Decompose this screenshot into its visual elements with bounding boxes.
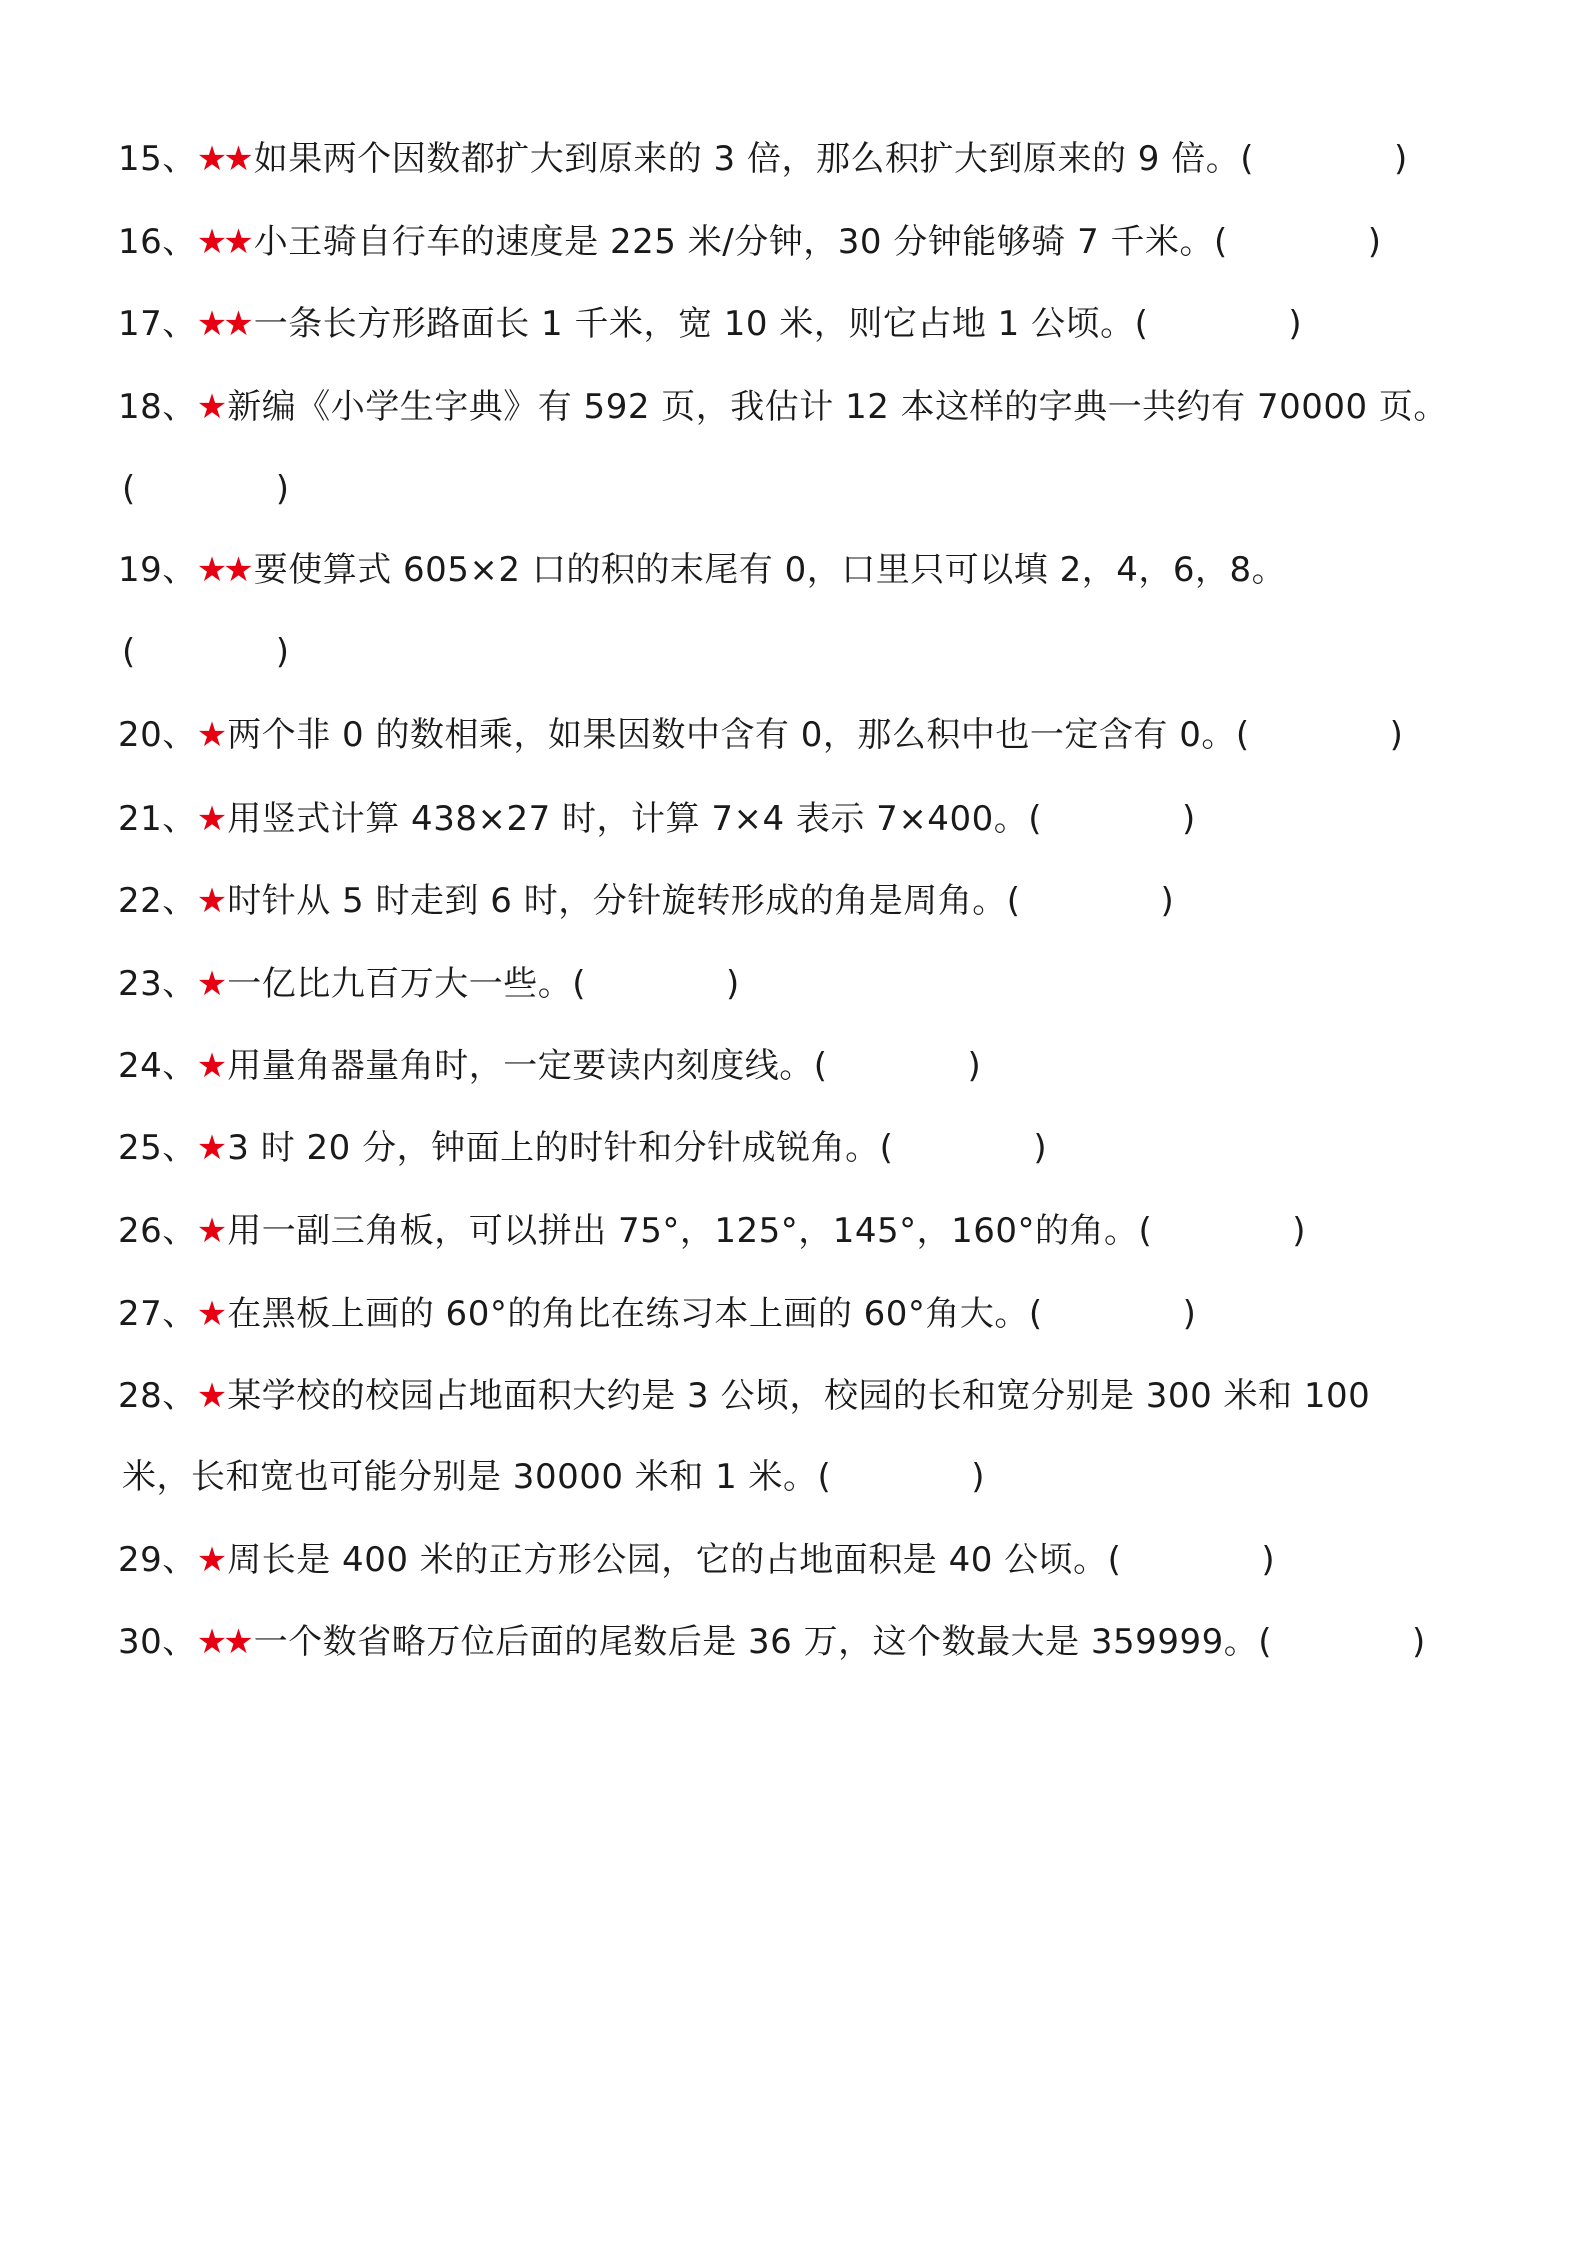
answer-paren-left: (	[1028, 799, 1042, 839]
question-text: 一亿比九百万大一些。	[227, 964, 573, 1004]
question-line	[118, 302, 1302, 346]
question-number: 26、	[118, 1211, 197, 1251]
question-line	[118, 630, 290, 674]
question-line	[118, 1209, 1306, 1253]
question-number: 25、	[118, 1128, 197, 1168]
question-text: 周长是 400 米的正方形公园，它的占地面积是 40 公顷。	[227, 1540, 1108, 1580]
question-line	[118, 1126, 1047, 1170]
difficulty-star-icon: ★	[196, 1128, 224, 1168]
answer-paren-left: (	[122, 469, 136, 509]
question-line	[118, 797, 1196, 841]
difficulty-star-icon: ★★	[196, 222, 250, 262]
question-number: 17、	[118, 304, 197, 344]
answer-paren-left: (	[1240, 139, 1254, 179]
answer-paren-right: )	[275, 632, 290, 672]
question-text: 要使算式 605×2 口的积的末尾有 0，口里只可以填 2，4，6，8。	[253, 550, 1287, 590]
question-line	[118, 548, 1286, 592]
question-text: 两个非 0 的数相乘，如果因数中含有 0，那么积中也一定含有 0。	[227, 715, 1236, 755]
answer-paren-right: )	[967, 1046, 982, 1086]
question-text: 新编《小学生字典》有 592 页，我估计 12 本这样的字典一共约有 70000 页。	[227, 387, 1448, 427]
difficulty-star-icon: ★	[196, 1211, 224, 1251]
answer-paren-left: (	[1028, 1294, 1043, 1334]
difficulty-star-icon: ★★	[196, 1622, 250, 1662]
question-text: 用竖式计算 438×27 时，计算 7×4 表示 7×400。	[227, 799, 1029, 839]
answer-paren-right: )	[1261, 1540, 1276, 1580]
answer-paren-left: (	[572, 964, 587, 1004]
answer-paren-left: (	[1006, 881, 1021, 921]
difficulty-star-icon: ★★	[196, 139, 250, 179]
answer-paren-right: )	[1288, 304, 1303, 344]
question-line	[118, 962, 740, 1006]
answer-paren-right: )	[1181, 799, 1196, 839]
question-line	[118, 1374, 1370, 1418]
question-number: 16、	[118, 222, 197, 262]
difficulty-star-icon: ★★	[196, 550, 250, 590]
difficulty-star-icon: ★★	[196, 304, 250, 344]
answer-paren-left: (	[122, 632, 136, 672]
question-text: 小王骑自行车的速度是 225 米/分钟，30 分钟能够骑 7 千米。	[253, 222, 1215, 262]
difficulty-star-icon: ★	[196, 1376, 224, 1416]
question-line	[118, 385, 1448, 429]
answer-paren-left: (	[817, 1457, 832, 1497]
question-text: 某学校的校园占地面积大约是 3 公顷，校园的长和宽分别是 300 米和 100	[227, 1376, 1371, 1416]
question-line	[118, 220, 1382, 264]
answer-paren-left: (	[1214, 222, 1228, 262]
difficulty-star-icon: ★	[196, 1046, 224, 1086]
question-line	[118, 1292, 1196, 1336]
question-number: 27、	[118, 1294, 197, 1334]
question-text: 用一副三角板，可以拼出 75°，125°，145°，160°的角。	[227, 1211, 1139, 1251]
question-text: 3 时 20 分，钟面上的时针和分针成锐角。	[227, 1128, 880, 1168]
question-line	[118, 1455, 985, 1499]
question-text: 一个数省略万位后面的尾数后是 36 万，这个数最大是 359999。	[253, 1622, 1259, 1662]
answer-paren-right: )	[1033, 1128, 1048, 1168]
question-number: 15、	[118, 139, 197, 179]
question-line	[118, 1044, 981, 1088]
question-number: 19、	[118, 550, 197, 590]
question-text: 用量角器量角时，一定要读内刻度线。	[227, 1046, 814, 1086]
answer-paren-right: )	[1367, 222, 1382, 262]
answer-paren-left: (	[1258, 1622, 1272, 1662]
question-text: 一条长方形路面长 1 千米，宽 10 米，则它占地 1 公顷。	[253, 304, 1135, 344]
answer-paren-right: )	[726, 964, 740, 1004]
answer-paren-left: (	[1235, 715, 1250, 755]
question-number: 18、	[118, 387, 197, 427]
question-text: 如果两个因数都扩大到原来的 3 倍，那么积扩大到原来的 9 倍。	[253, 139, 1241, 179]
difficulty-star-icon: ★	[196, 715, 224, 755]
answer-paren-right: )	[1292, 1211, 1307, 1251]
question-number: 28、	[118, 1376, 197, 1416]
question-text: 在黑板上画的 60°的角比在练习本上画的 60°角大。	[227, 1294, 1029, 1334]
difficulty-star-icon: ★	[196, 964, 224, 1004]
question-number: 22、	[118, 881, 197, 921]
answer-paren-left: (	[1134, 304, 1149, 344]
answer-paren-right: )	[1389, 715, 1404, 755]
question-number: 23、	[118, 964, 197, 1004]
difficulty-star-icon: ★	[196, 799, 224, 839]
question-text: 时针从 5 时走到 6 时，分针旋转形成的角是周角。	[227, 881, 1007, 921]
question-number: 30、	[118, 1622, 197, 1662]
question-number: 29、	[118, 1540, 197, 1580]
answer-paren-right: )	[275, 469, 290, 509]
question-line	[118, 1620, 1426, 1664]
difficulty-star-icon: ★	[196, 881, 224, 921]
question-number: 20、	[118, 715, 197, 755]
answer-paren-left: (	[813, 1046, 828, 1086]
answer-paren-right: )	[1411, 1622, 1426, 1662]
question-line	[118, 713, 1403, 757]
question-line	[118, 879, 1174, 923]
answer-paren-right: )	[971, 1457, 986, 1497]
question-text: 米，长和宽也可能分别是 30000 米和 1 米。	[122, 1457, 818, 1497]
difficulty-star-icon: ★	[196, 1540, 224, 1580]
question-number: 24、	[118, 1046, 197, 1086]
answer-paren-right: )	[1160, 881, 1175, 921]
question-number: 21、	[118, 799, 197, 839]
answer-paren-right: )	[1182, 1294, 1197, 1334]
answer-paren-left: (	[879, 1128, 894, 1168]
answer-paren-left: (	[1107, 1540, 1122, 1580]
question-line	[118, 467, 290, 511]
answer-paren-left: (	[1138, 1211, 1153, 1251]
question-line	[118, 1538, 1275, 1582]
question-line	[118, 137, 1408, 181]
difficulty-star-icon: ★	[196, 387, 224, 427]
difficulty-star-icon: ★	[196, 1294, 224, 1334]
answer-paren-right: )	[1394, 139, 1408, 179]
